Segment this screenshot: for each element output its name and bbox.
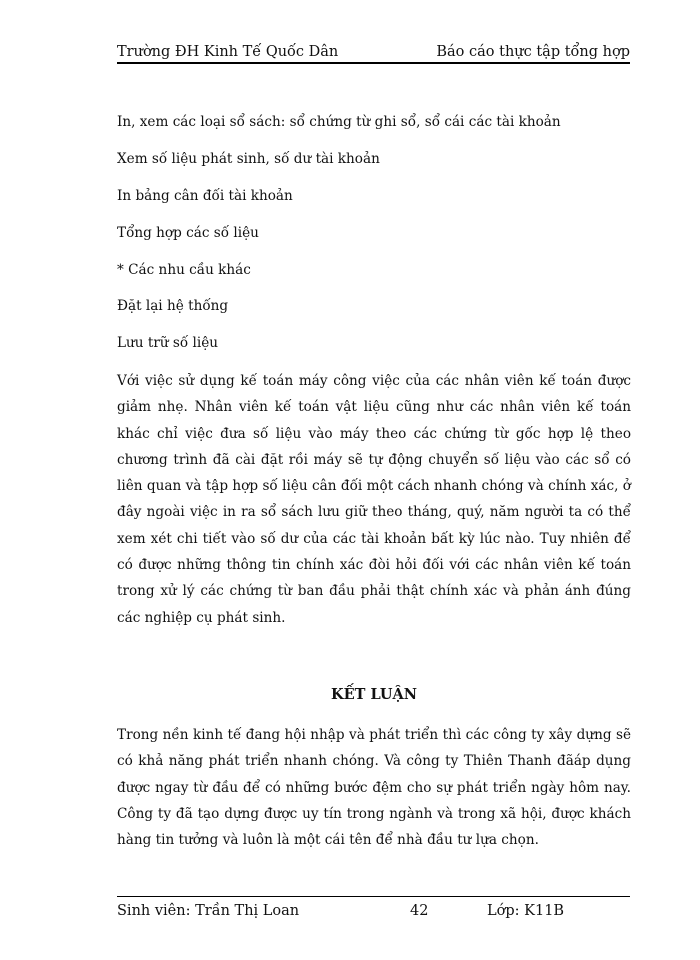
body-line-7: Lưu trữ số liệu <box>117 335 219 351</box>
footer-student: Sinh viên: Trần Thị Loan <box>117 903 300 919</box>
footer-divider <box>117 896 630 897</box>
footer-class: Lớp: K11B <box>487 903 565 919</box>
conclusion-paragraph: Trong nền kinh tế đang hội nhập và phát triển thì các công ty xây dựng sẽ có khả năng phát triển nhanh chóng. Và công ty Thiên Thanh đãáp dụng được ngay từ đầu để có những bước đệm cho sự phát triển ngày hôm nay. Công ty đã tạo dựng được uy tín trong ngành và trong xã hội, được khách hàng tin tưởng và luôn là một cái tên để nhà đầu tư lựa chọn. <box>117 727 631 849</box>
header-school: Trường ĐH Kinh Tế Quốc Dân <box>117 44 339 60</box>
body-paragraph: Với việc sử dụng kế toán máy công việc của các nhân viên kế toán được giảm nhẹ. Nhân viên kế toán vật liệu cũng như các nhân viên kế toán khác chỉ việc đưa số liệu vào máy theo các chứng từ gốc hợp lệ theo chương trình đã cài đặt rồi máy sẽ tự động chuyển số liệu vào các sổ có liên quan và tập hợp số liệu cân đối một cách nhanh chóng và chính xác, ở đây ngoài việc in ra sổ sách lưu giữ theo tháng, quý, năm người ta có thể xem xét chi tiết vào số dư của các tài khoản bất kỳ lúc nào. Tuy nhiên để có được những thông tin chính xác đòi hỏi đối với các nhân viên kế toán trong xử lý các chứng từ ban đầu phải thật chính xác và phản ánh đúng các nghiệp cụ phát sinh. <box>117 373 631 626</box>
header-divider <box>117 62 630 64</box>
body-line-2: Xem số liệu phát sinh, số dư tài khoản <box>117 151 380 167</box>
body-line-5: * Các nhu cầu khác <box>117 262 251 278</box>
page-header <box>117 38 630 60</box>
body-line-6: Đặt lại hệ thống <box>117 298 229 314</box>
body-line-4: Tổng hợp các số liệu <box>117 225 259 241</box>
footer-page-number: 42 <box>410 903 429 919</box>
body-line-3: In bảng cân đối tài khoản <box>117 188 293 204</box>
body-line-1: In, xem các loại sổ sách: sổ chứng từ ghi sổ, sổ cái các tài khoản <box>117 114 561 130</box>
header-report-title: Báo cáo thực tập tổng hợp <box>436 44 630 60</box>
conclusion-heading: KẾT LUẬN <box>330 686 418 703</box>
